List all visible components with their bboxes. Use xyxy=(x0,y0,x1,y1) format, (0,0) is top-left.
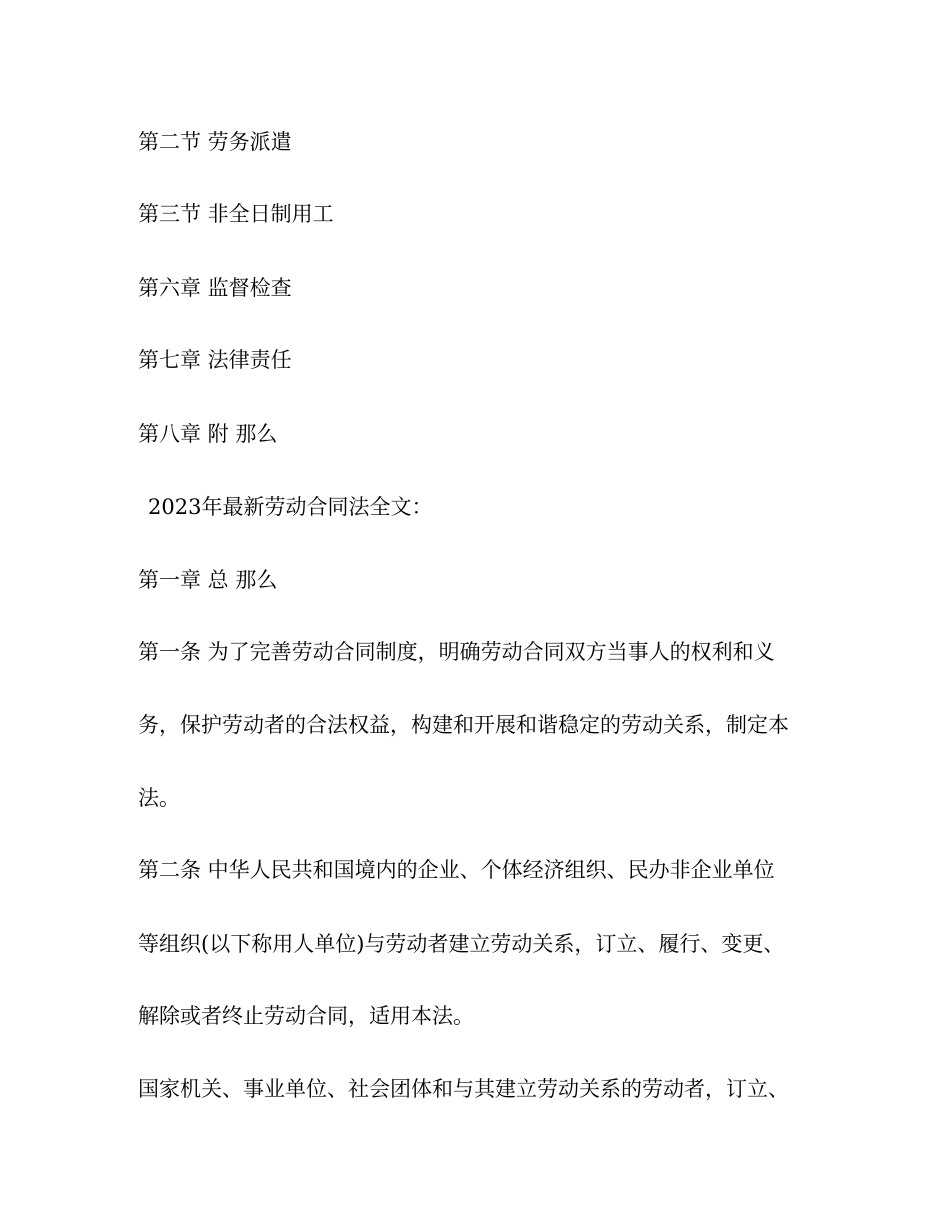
toc-section-labor-dispatch: 第二节 劳务派遣 xyxy=(138,130,292,154)
toc-chapter-legal-liability: 第七章 法律责任 xyxy=(138,348,292,372)
toc-section-part-time: 第三节 非全日制用工 xyxy=(138,202,334,226)
chapter-one-heading: 第一章 总 那么 xyxy=(138,568,278,592)
article-one-line-3: 法。 xyxy=(138,786,180,810)
article-two-line-2: 等组织(以下称用人单位)与劳动者建立劳动关系，订立、履行、变更、 xyxy=(138,932,785,956)
article-one-line-1: 第一条 为了完善劳动合同制度，明确劳动合同双方当事人的权利和义 xyxy=(138,640,775,664)
article-two-line-1: 第二条 中华人民共和国境内的企业、个体经济组织、民办非企业单位 xyxy=(138,858,775,882)
article-two-paragraph-2-line-1: 国家机关、事业单位、社会团体和与其建立劳动关系的劳动者，订立、 xyxy=(138,1077,789,1101)
article-two-line-3: 解除或者终止劳动合同，适用本法。 xyxy=(138,1004,474,1028)
full-text-heading: 2023年最新劳动合同法全文： xyxy=(148,495,433,519)
toc-chapter-supplementary: 第八章 附 那么 xyxy=(138,422,278,446)
article-one-line-2: 务，保护劳动者的合法权益，构建和开展和谐稳定的劳动关系，制定本 xyxy=(138,713,789,737)
toc-chapter-supervision: 第六章 监督检查 xyxy=(138,276,292,300)
